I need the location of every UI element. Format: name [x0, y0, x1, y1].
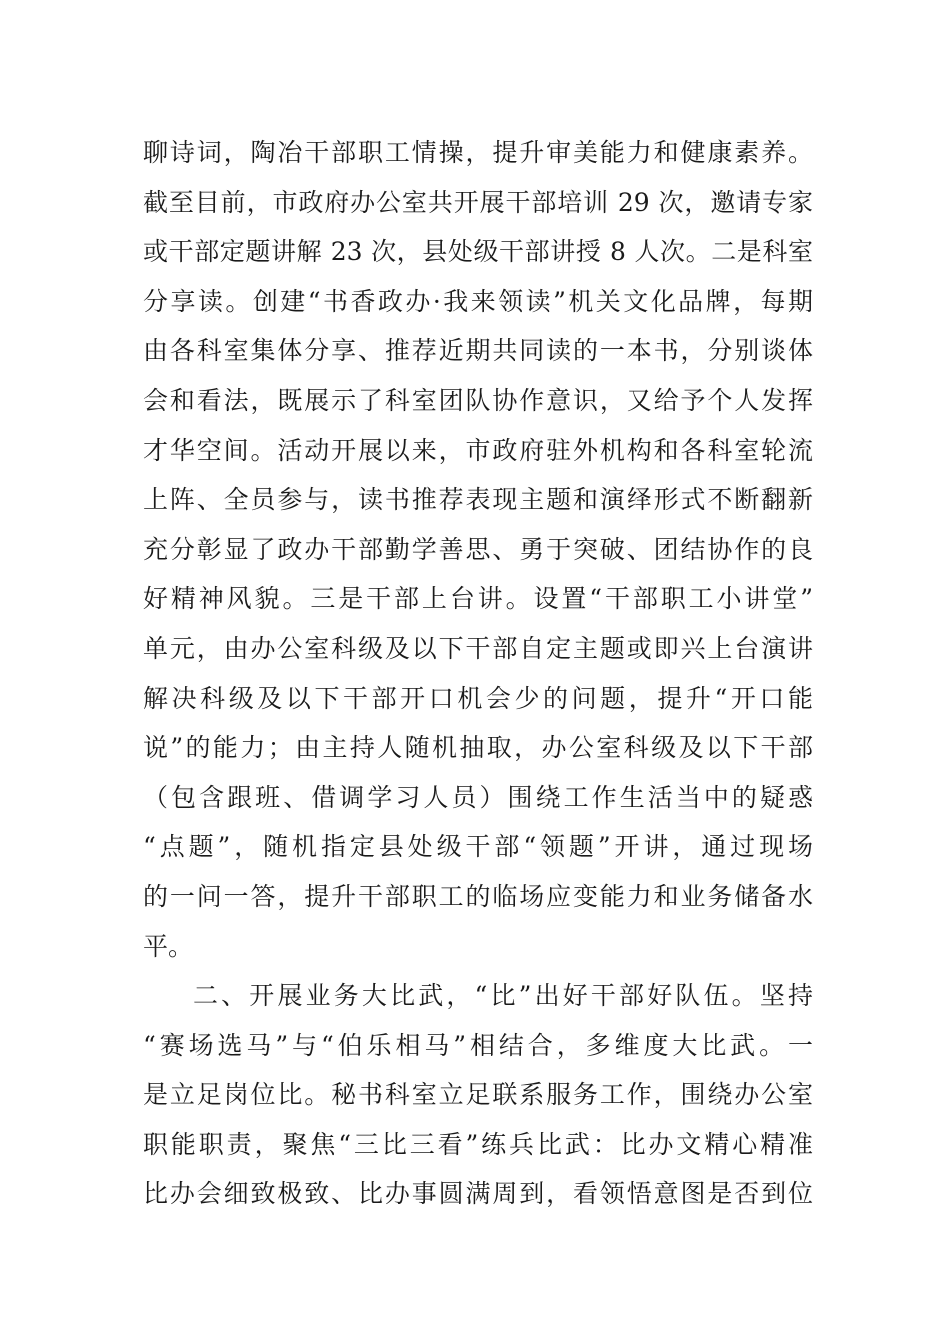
- text-line: 充分彰显了政办干部勤学善思、勇于突破、团结协作的良: [143, 534, 813, 564]
- text-line: 上阵、全员参与，读书推荐表现主题和演绎形式不断翻新: [143, 485, 813, 515]
- text-line: “赛场选马”与“伯乐相马”相结合，多维度大比武。一: [143, 1030, 813, 1060]
- text-line: 分享读。创建“书香政办·我来领读”机关文化品牌，每期: [143, 286, 813, 316]
- text-line: 才华空间。活动开展以来，市政府驻外机构和各科室轮流: [143, 435, 813, 465]
- text-line: 聊诗词，陶冶干部职工情操，提升审美能力和健康素养。: [143, 138, 813, 167]
- text-line: 单元，由办公室科级及以下干部自定主题或即兴上台演讲: [143, 633, 813, 663]
- text-line: 是立足岗位比。秘书科室立足联系服务工作，围绕办公室: [143, 1080, 813, 1110]
- text-line: 好精神风貌。三是干部上台讲。设置“干部职工小讲堂”: [143, 584, 813, 614]
- text-line: 二、开展业务大比武，“比”出好干部好队伍。坚持: [193, 981, 813, 1011]
- text-line: 截至目前，市政府办公室共开展干部培训 29 次，邀请专家: [143, 187, 813, 217]
- text-line: 说”的能力；由主持人随机抽取，办公室科级及以下干部: [143, 733, 813, 763]
- text-line: 会和看法，既展示了科室团队协作意识，又给予个人发挥: [143, 385, 813, 415]
- text-line: 职能职责，聚焦“三比三看”练兵比武：比办文精心精准: [143, 1129, 813, 1159]
- text-line: 或干部定题讲解 23 次，县处级干部讲授 8 人次。二是科室: [143, 237, 813, 267]
- text-line: 解决科级及以下干部开口机会少的问题，提升“开口能: [143, 683, 813, 713]
- text-line: 平。: [143, 931, 194, 961]
- text-line: “点题”，随机指定县处级干部“领题”开讲，通过现场: [143, 832, 813, 862]
- text-line: 的一问一答，提升干部职工的临场应变能力和业务储备水: [143, 881, 813, 911]
- text-line: （包含跟班、借调学习人员）围绕工作生活当中的疑惑: [143, 782, 813, 812]
- text-line: 由各科室集体分享、推荐近期共同读的一本书，分别谈体: [143, 336, 813, 366]
- text-line: 比办会细致极致、比办事圆满周到，看领悟意图是否到位: [143, 1179, 813, 1209]
- body-text: [143, 128, 813, 1219]
